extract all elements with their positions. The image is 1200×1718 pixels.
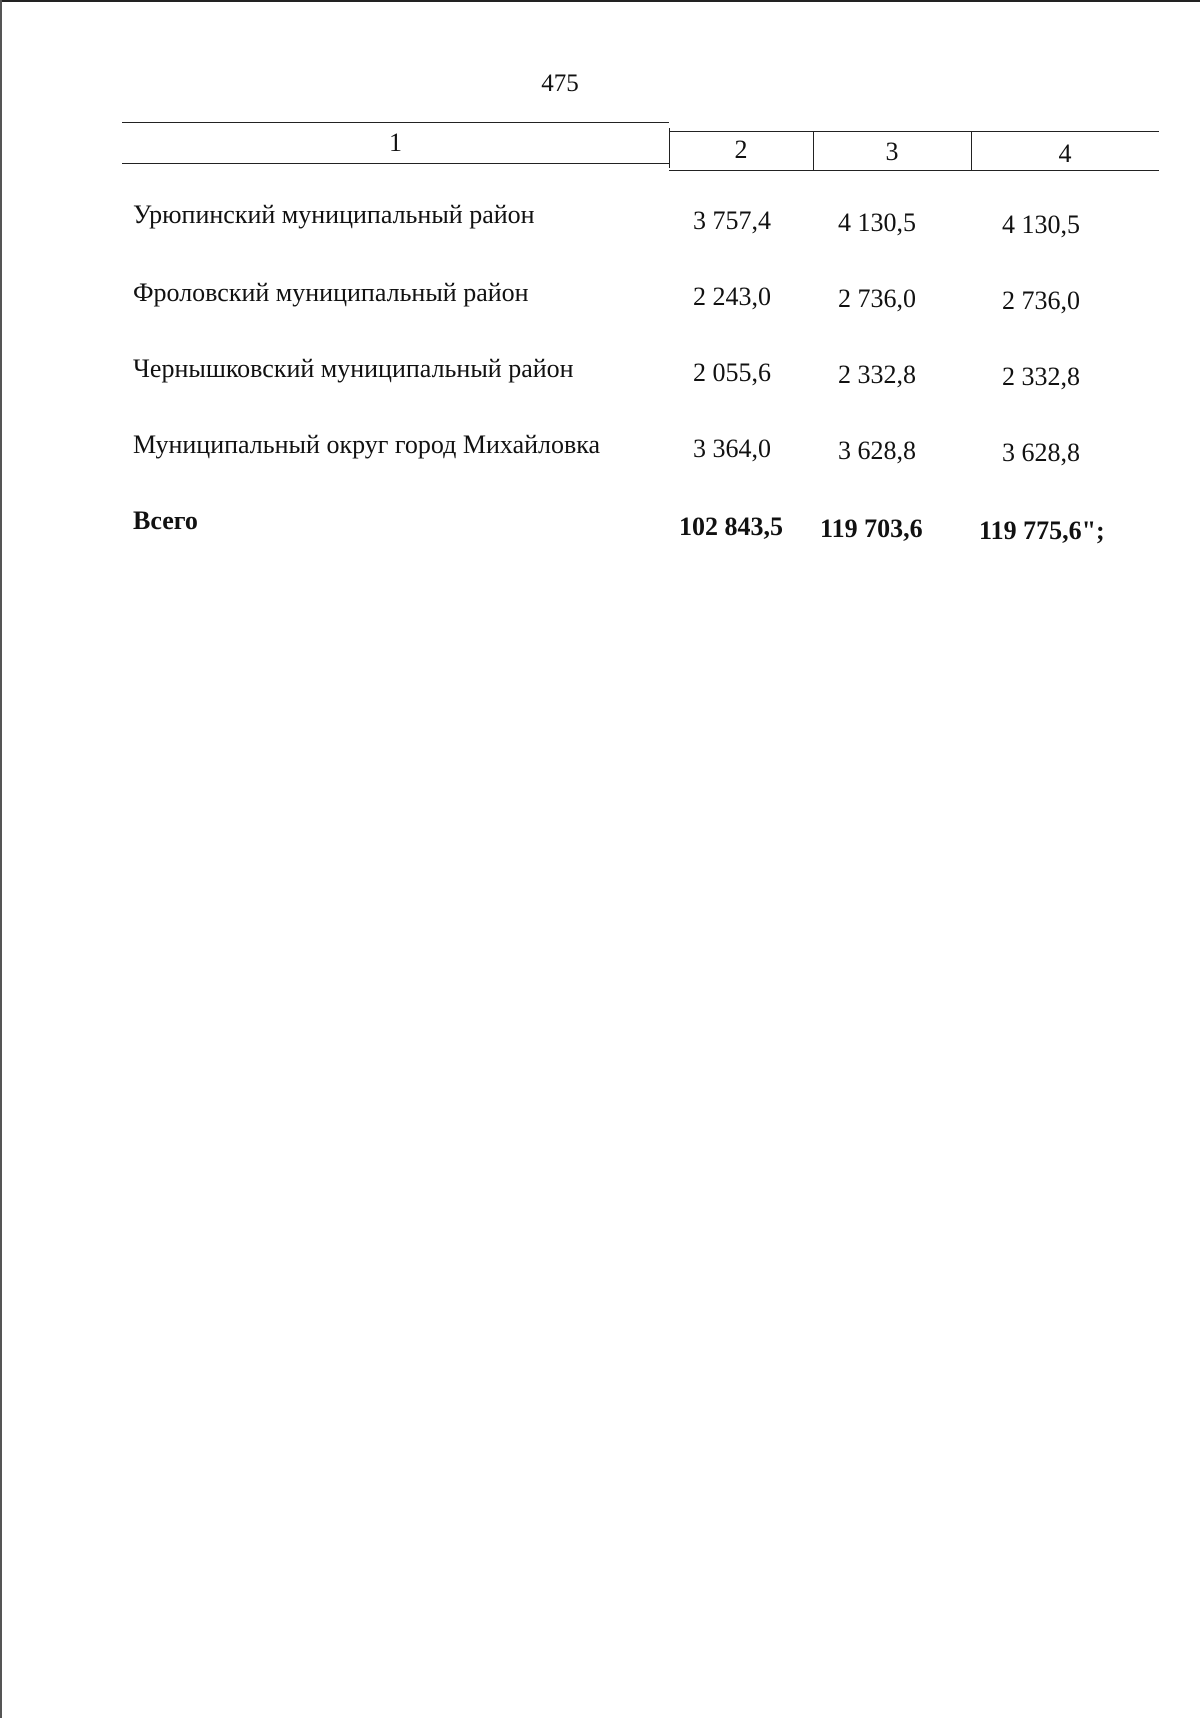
row-value-col-3: 3 628,8 <box>838 436 916 465</box>
total-value-col-2: 102 843,5 <box>679 512 783 541</box>
row-value-col-2: 3 757,4 <box>693 206 771 235</box>
row-value-col-3: 4 130,5 <box>838 208 916 237</box>
row-value-col-4: 2 332,8 <box>1002 362 1080 391</box>
row-value-col-2: 2 243,0 <box>693 282 771 311</box>
header-cell-col-1: 1 <box>389 128 402 157</box>
page-number: 475 <box>541 70 579 97</box>
row-value-col-3: 2 332,8 <box>838 360 916 389</box>
row-name: Урюпинский муниципальный район <box>133 200 535 229</box>
header-cell-col-3: 3 <box>885 137 899 166</box>
header-cell-col-2: 2 <box>734 135 748 164</box>
row-value-col-2: 2 055,6 <box>693 358 771 387</box>
row-value-col-3: 2 736,0 <box>838 284 916 313</box>
row-value-col-4: 4 130,5 <box>1002 210 1080 239</box>
row-name: Фроловский муниципальный район <box>133 278 529 307</box>
row-value-col-2: 3 364,0 <box>693 434 771 463</box>
row-name: Муниципальный округ город Михайловка <box>133 430 601 459</box>
total-value-col-4: 119 775,6"; <box>979 516 1105 545</box>
header-cell-col-4: 4 <box>1058 139 1072 168</box>
total-value-col-3: 119 703,6 <box>820 514 923 543</box>
row-value-col-4: 2 736,0 <box>1002 286 1080 315</box>
total-label: Всего <box>133 506 198 535</box>
row-name: Чернышковский муниципальный район <box>133 354 574 383</box>
row-value-col-4: 3 628,8 <box>1002 438 1080 467</box>
